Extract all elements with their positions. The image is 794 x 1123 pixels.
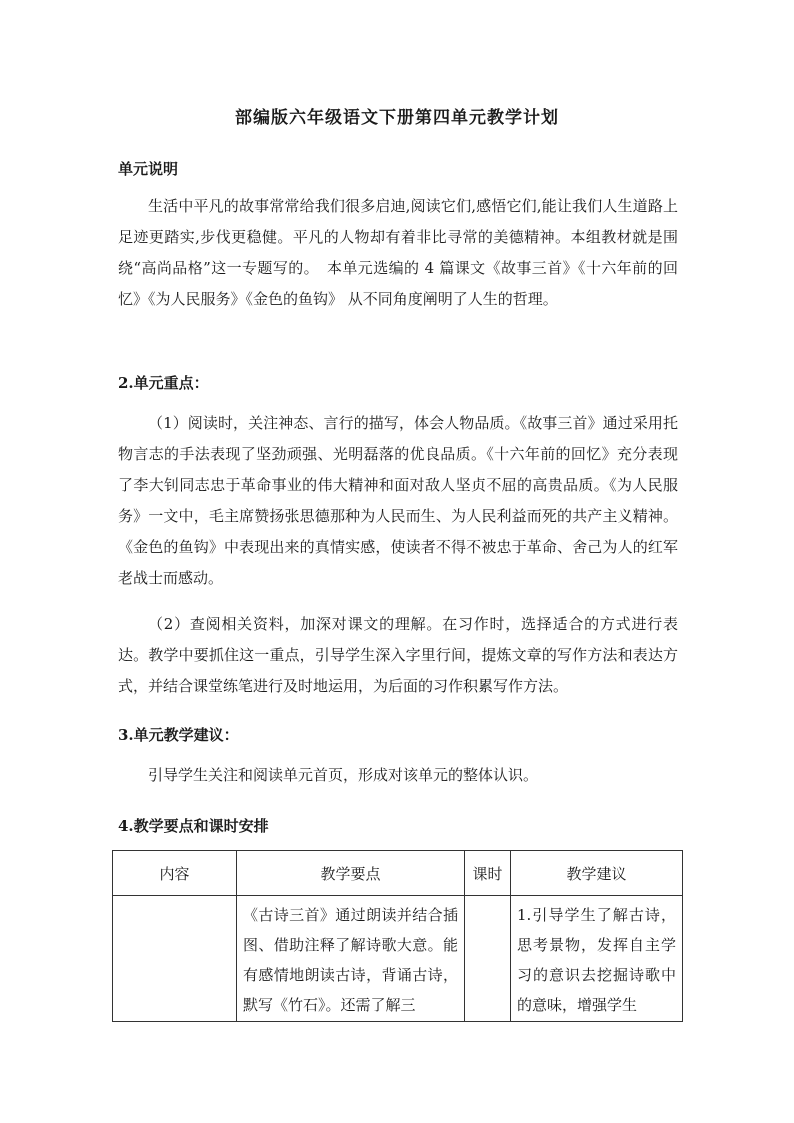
unit-description-paragraph: 生活中平凡的故事常常给我们很多启迪,阅读它们,感悟它们,能让我们人生道路上足迹更踏实,步伐更稳健。平凡的人物却有着非比寻常的美德精神。本组教材就是围绕“高尚品格”这一专题写的。 本单元选编的 4 篇课文《故事三首》《十六年前的回忆》《为人民服务》《金色的鱼钩》 从不同角度阐明了人生的哲理。 (118, 197, 678, 308)
teaching-plan-table (112, 850, 683, 1022)
table-cell-content (113, 896, 237, 1022)
table-cell-points: 《古诗三首》通过朗读并结合插图、借助注释了解诗歌大意。能有感情地朗读古诗，背诵古诗，默写《竹石》。还需了解三 (237, 896, 465, 1022)
table-header-advice: 教学建议 (511, 851, 683, 896)
section-heading-teaching-plan: 4.教学要点和课时安排 (118, 817, 269, 835)
section-heading-unit-description: 单元说明 (118, 160, 179, 178)
section-heading-unit-focus: 2.单元重点： (118, 374, 209, 392)
table-header-row (113, 851, 683, 896)
table-header-hours: 课时 (465, 851, 511, 896)
teaching-suggestions-paragraph: 引导学生关注和阅读单元首页，形成对该单元的整体认识。 (148, 766, 539, 784)
section-heading-teaching-suggestions: 3.单元教学建议： (118, 726, 239, 744)
table-row (113, 896, 683, 1022)
table-cell-hours (465, 896, 511, 1022)
page-title: 部编版六年级语文下册第四单元教学计划 (235, 108, 559, 128)
unit-focus-paragraph-2: （2）查阅相关资料，加深对课文的理解。在习作时，选择适合的方式进行表达。教学中要抓住这一重点，引导学生深入字里行间，提炼文章的写作方法和表达方式，并结合课堂练笔进行及时地运用，为后面的习作积累写作方法。 (118, 615, 678, 695)
table-cell-advice: 1.引导学生了解古诗，思考景物，发挥自主学习的意识去挖掘诗歌中 的意味，增强学生 (511, 896, 683, 1022)
unit-focus-paragraph-1: （1）阅读时，关注神态、言行的描写，体会人物品质。《故事三首》通过采用托物言志的手法表现了坚劲顽强、光明磊落的优良品质。《十六年前的回忆》充分表现了李大钊同志忠于革命事业的伟大精神和面对敌人坚贞不屈的高贵品质。《为人民服务》一文中，毛主席赞扬张思德那种为人民而生、为人民利益而死的共产主义精神。《金色的鱼钩》中表现出来的真情实感，使读者不得不被忠于革命、舍己为人的红军老战士而感动。 (118, 414, 678, 587)
table-header-points: 教学要点 (237, 851, 465, 896)
table-header-content: 内容 (113, 851, 237, 896)
